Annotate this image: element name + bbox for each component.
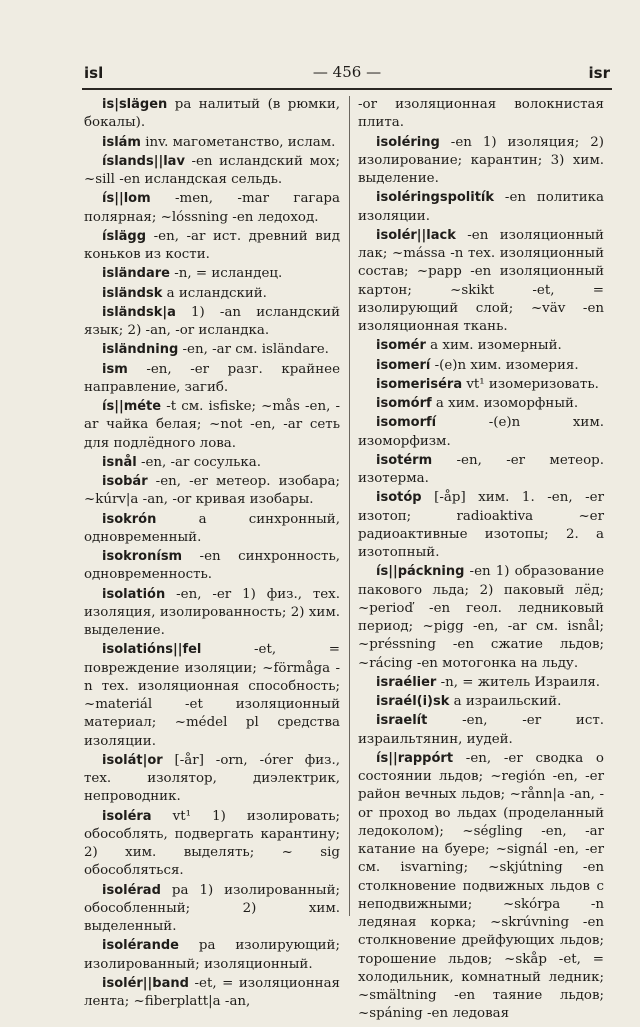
headword: israél(i)sk <box>376 694 450 709</box>
headword: isoléring <box>376 134 440 150</box>
headword: isolatión <box>102 586 166 602</box>
definition: a синхронный, одновременный. <box>84 511 340 545</box>
dictionary-entry <box>358 693 604 711</box>
definition: -en, -er метеор. изобара; ~kúrv|a -an, -or кривая изобары. <box>84 474 340 508</box>
headword: ís||páckning <box>376 564 465 580</box>
headword: isolatións||fel <box>102 642 202 658</box>
dictionary-entry <box>84 304 340 341</box>
dictionary-entry <box>84 882 340 937</box>
headword: isomerí <box>376 357 431 373</box>
definition: -en, -ar ист. древний вид коньков из кости. <box>84 228 340 262</box>
definition: -en 1) изоляция; 2) изолирование; карантин; 3) хим. выделение. <box>358 134 604 186</box>
headword: isoléra <box>102 808 152 824</box>
definition: -n, = исландец. <box>169 266 283 282</box>
page-number: — 456 — <box>312 63 382 81</box>
headword: israelít <box>376 713 428 729</box>
definition: -(e)n хим. изомерия. <box>430 357 579 373</box>
headword: isolát|or <box>102 752 163 768</box>
dictionary-entry <box>358 337 604 355</box>
headword: ís||méte <box>102 399 162 414</box>
headword: isolérande <box>102 938 179 954</box>
definition: -n, = житель Израиля. <box>436 674 601 690</box>
headword: islám <box>102 134 141 150</box>
dictionary-entry <box>84 341 340 359</box>
dictionary-entry <box>84 454 340 472</box>
headword: isokronísm <box>102 549 183 564</box>
column-divider <box>349 96 350 916</box>
definition: 1) -an исландский язык; 2) -an, -or исландка. <box>84 304 340 338</box>
headword: isländare <box>102 266 170 282</box>
headword: ism <box>102 361 128 377</box>
headword: isländning <box>102 342 179 358</box>
headword: ís||rappórt <box>376 750 454 766</box>
headword: isomér <box>376 338 426 354</box>
dictionary-entry <box>84 153 340 190</box>
definition: vt¹ изомеризовать. <box>462 376 599 392</box>
definition: -en 1) образование пакового льда; 2) паковый лёд; ~perioď -en геол. ледниковый период; ~pigg -en, -ar см. isnål; ~préssning -en сжатие льдов; ~rácing -en мотогонка на льду. <box>358 564 604 671</box>
dictionary-entry <box>84 975 340 1012</box>
right-column <box>358 96 604 1025</box>
definition: -en, -er разг. крайнее направление, загиб. <box>84 361 340 395</box>
dictionary-entry <box>84 548 340 585</box>
definition: a хим. изомерный. <box>425 338 562 354</box>
headword: ís||lom <box>102 191 151 207</box>
definition: pa изолирующий; изолированный; изоляционный. <box>84 938 340 972</box>
dictionary-entry <box>358 134 604 189</box>
headword: isomórf <box>376 396 432 411</box>
headword: isländsk <box>102 285 163 301</box>
definition: -en, -ar см. isländare. <box>178 342 329 358</box>
headword: isomeriséra <box>376 376 463 392</box>
definition: a исландский. <box>162 285 267 301</box>
left-column <box>84 96 340 1012</box>
dictionary-entry <box>84 285 340 303</box>
headword: isolér||band <box>102 975 189 991</box>
headword: íslands||lav <box>102 153 185 169</box>
dictionary-entry <box>84 752 340 807</box>
dictionary-entry <box>358 395 604 413</box>
headword: isotóp <box>376 490 422 506</box>
dictionary-entry <box>84 228 340 265</box>
definition: -or изоляционная волокнистая плита. <box>358 97 604 131</box>
headword: isomorfí <box>376 415 437 431</box>
dictionary-entry <box>358 452 604 489</box>
dictionary-entry <box>358 357 604 375</box>
definition: -en исландский мох; ~sill -en исландская сельдь. <box>84 153 340 187</box>
definition: [-år] -orn, -órer физ., тех. изолятор, диэлектрик, непроводник. <box>84 752 340 805</box>
dictionary-entry <box>84 808 340 881</box>
headword: isolérad <box>102 882 161 898</box>
dictionary-entry <box>84 473 340 510</box>
dictionary-entry <box>84 134 340 152</box>
dictionary-entry <box>358 712 604 749</box>
headword: isokrón <box>102 511 157 527</box>
definition: pa налитый (в рюмки, бокалы). <box>84 97 340 131</box>
dictionary-entry <box>84 511 340 548</box>
left-guide-word: isl <box>84 64 104 82</box>
definition: -et, = повреждение изоляции; ~förmåga -n тех. изоляционная способность; ~materiál -et изоляционный материал; ~médel pl средства изоляции. <box>84 642 340 749</box>
definition: -en, -er ист. израильтянин, иудей. <box>358 713 604 747</box>
page-header <box>82 60 612 86</box>
dictionary-entry <box>358 189 604 226</box>
dictionary-entry <box>84 265 340 283</box>
dictionary-entry <box>358 414 604 451</box>
definition: [-åp] хим. 1. -en, -er изотоп; radioaktiva ~er радиоактивные изотопы; 2. a изотопный. <box>358 490 604 560</box>
headword: isnål <box>102 454 137 470</box>
definition: -en политика изоляции. <box>358 190 604 224</box>
headword: isoléringspolitík <box>376 190 495 206</box>
definition: a израильский. <box>449 694 562 709</box>
dictionary-entry <box>358 227 604 337</box>
definition: -en, -er 1) физ., тех. изоляция, изолированность; 2) хим. выделение. <box>84 586 340 638</box>
definition: -en, -er сводка о состоянии льдов; ~región -en, -er район вечных льдов; ~rånn|a -an, -or проход во льдах (проделанный ледоколом); ~ségling -en, -ar катание на буере; ~signál -en, -er см. isvarning; ~skjútning -en столкновение подвижных льдов с неподвижными; ~skórpa -n ледяная корка; ~skrúvning -en столкновение дрейфующих льдов; торошение льдов; ~skåp -et, = холодильник, комнатный ледник; ~smältning -en таяние льдов; ~spáning -en ледовая <box>358 750 604 1022</box>
dictionary-entry <box>358 674 604 692</box>
dictionary-entry <box>358 96 604 133</box>
right-guide-word: isr <box>588 64 610 82</box>
dictionary-entry <box>84 361 340 398</box>
definition: -en синхронность, одновременность. <box>84 549 340 583</box>
dictionary-entry <box>358 750 604 1024</box>
definition: vt¹ 1) изолировать; обособлять, подвергать карантину; 2) хим. выделять; ~ sig обособляться. <box>84 808 340 879</box>
headword: isolér||lack <box>376 227 456 243</box>
definition: -t см. isfiske; ~mås -en, -ar чайка белая; ~not -en, -ar сеть для подлёдного лова. <box>84 399 340 451</box>
dictionary-entry <box>358 376 604 394</box>
definition: -en, -er метеор. изотерма. <box>358 452 604 486</box>
definition: -en, -ar сосулька. <box>136 454 262 470</box>
headword: íslägg <box>102 228 147 244</box>
dictionary-entry <box>84 96 340 133</box>
dictionary-entry <box>358 563 604 673</box>
headword: is|slägen <box>102 97 168 112</box>
definition: -(e)n хим. изоморфизм. <box>358 415 604 449</box>
dictionary-entry <box>84 586 340 641</box>
dictionary-entry <box>358 489 604 562</box>
definition: a хим. изоморфный. <box>431 396 579 411</box>
headword: isotérm <box>376 452 433 468</box>
headword: israélier <box>376 674 437 690</box>
headword: isländsk|a <box>102 304 176 320</box>
definition: -men, -mar гагара полярная; ~lóssning -en ледоход. <box>84 191 340 225</box>
dictionary-entry <box>84 398 340 453</box>
definition: inv. магометанство, ислам. <box>140 134 336 150</box>
definition: -et, = изоляционная лента; ~fiberplatt|a -an, <box>84 975 340 1009</box>
definition: -en изоляционный лак; ~mássa -n тех. изоляционный состав; ~papp -en изоляционный картон; ~skikt -et, = изолирующий слой; ~väv -en изоляционная ткань. <box>358 227 604 334</box>
headword: isobár <box>102 474 148 489</box>
dictionary-entry <box>84 190 340 227</box>
header-rule <box>82 88 612 90</box>
dictionary-entry <box>84 937 340 974</box>
dictionary-entry <box>84 641 340 751</box>
definition: pa 1) изолированный; обособленный; 2) хим. выделенный. <box>84 882 340 934</box>
